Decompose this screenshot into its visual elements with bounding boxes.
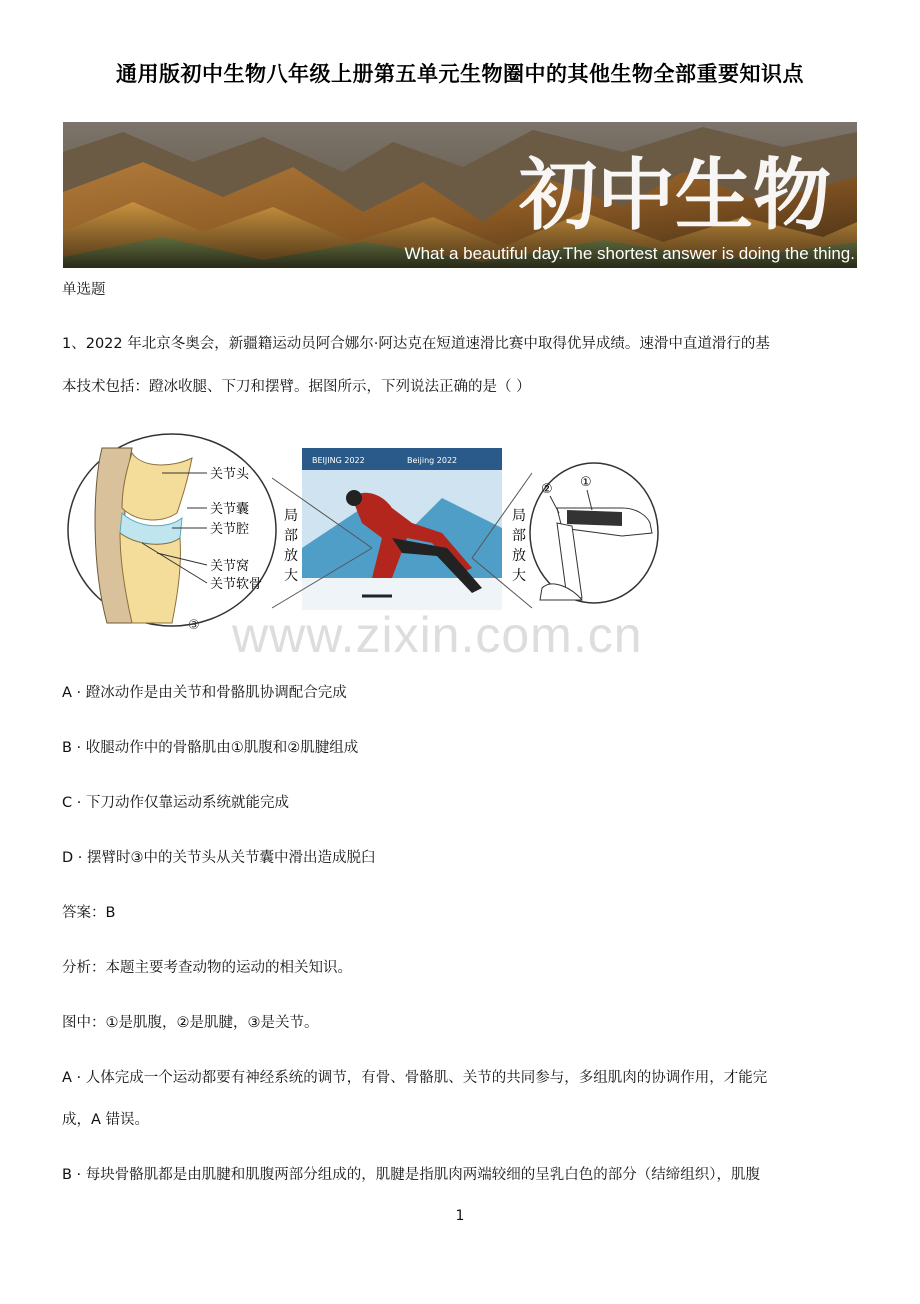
document-title: 通用版初中生物八年级上册第五单元生物圈中的其他生物全部重要知识点 [116,62,804,86]
skater-photo [302,448,502,610]
analysis: 分析：本题主要考查动物的运动的相关知识。 [62,960,352,976]
answer: 答案：B [62,905,116,921]
question-line-2: 本技术包括：蹬冰收腿、下刀和摆臂。据图所示，下列说法正确的是（ ） [62,379,531,395]
explanation-a-line-2: 成，A 错误。 [62,1112,150,1128]
photo-logo-left: BEIJING 2022 [312,456,365,465]
section-heading: 单选题 [62,282,106,298]
svg-text:大: 大 [512,568,526,584]
svg-text:局: 局 [284,508,298,524]
question-line-1: 1、2022 年北京冬奥会，新疆籍运动员阿合娜尔·阿达克在短道速滑比赛中取得优异成绩。速滑中直道滑行的基 [62,336,770,352]
zoom-label-left [284,508,298,584]
banner-calligraphy: 初中生物 [518,150,832,241]
label-joint-capsule: 关节囊 [210,502,250,517]
photo-logo-right: Beijing 2022 [407,456,458,465]
watermark: www.zixin.com.cn [232,607,643,663]
banner-image [63,122,857,268]
circle-3-mark: ③ [188,618,200,633]
option-c: C · 下刀动作仅靠运动系统就能完成 [62,795,289,811]
figure-note: 图中：①是肌腹，②是肌腱，③是关节。 [62,1015,319,1031]
svg-text:部: 部 [284,528,298,544]
svg-text:放: 放 [284,548,298,564]
option-a: A · 蹬冰动作是由关节和骨骼肌协调配合完成 [62,685,347,701]
leg-mark-2: ② [541,482,553,497]
explanation-b: B · 每块骨骼肌都是由肌腱和肌腹两部分组成的，肌腱是指肌肉两端较细的呈乳白色的部分（结缔组织），肌腹 [62,1167,761,1183]
leg-muscle-diagram [530,463,658,603]
svg-text:大: 大 [284,568,298,584]
option-b: B · 收腿动作中的骨骼肌由①肌腹和②肌腱组成 [62,740,359,756]
svg-text:局: 局 [512,508,526,524]
label-joint-head: 关节头 [210,467,250,482]
page-number: 1 [455,1208,465,1224]
joint-diagram [68,434,276,633]
leg-mark-1: ① [580,475,592,490]
svg-text:部: 部 [512,528,526,544]
label-joint-cavity: 关节腔 [210,522,250,537]
option-d: D · 摆臂时③中的关节头从关节囊中滑出造成脱臼 [62,850,376,866]
explanation-a-line-1: A · 人体完成一个运动都要有神经系统的调节，有骨、骨骼肌、关节的共同参与，多组肌肉的协调作用，才能完 [62,1070,768,1086]
zoom-label-right [512,508,526,584]
svg-text:放: 放 [512,548,526,564]
label-joint-socket: 关节窝 [210,559,250,574]
banner-slogan: What a beautiful day.The shortest answer is doing the thing. [404,244,855,263]
label-joint-cartilage: 关节软骨 [210,577,263,592]
